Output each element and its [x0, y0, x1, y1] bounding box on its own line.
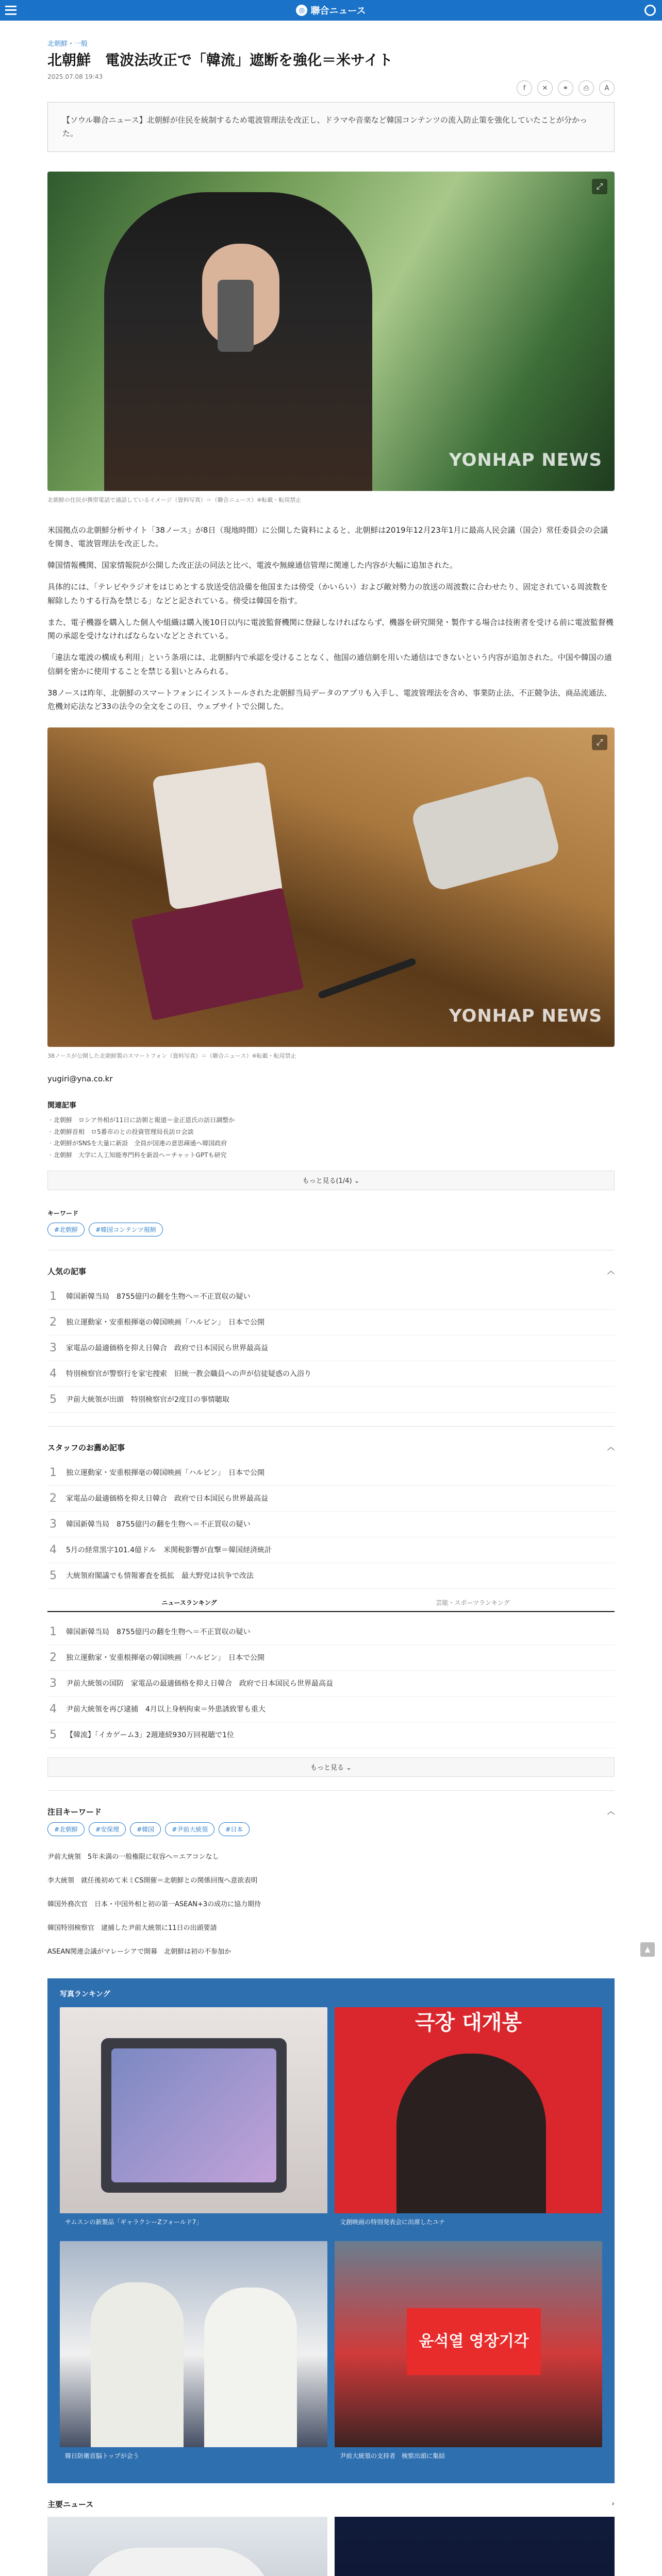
photo-banner: 극장 대개봉	[415, 2010, 522, 2035]
photo-card-caption: サムスンの新製品「ギャラクシーZフォールド7」	[60, 2213, 327, 2234]
list-item-text: 大統領府閣議でも情報審査を抵拡 最大野党は抗争で改法	[66, 1572, 254, 1581]
list-item-text: 【韓流】「イカゲーム3」2週連続930万回視聴で1位	[66, 1731, 235, 1740]
main-news	[47, 2499, 615, 2576]
related-item[interactable]: ・ 北朝鮮 大学に人工知能専門科を新設へ＝チャットGPTも研究	[47, 1149, 615, 1161]
list-item[interactable]	[47, 1361, 615, 1387]
popular-list	[47, 1284, 615, 1413]
tab-news-ranking[interactable]: ニュースランキング	[161, 1599, 217, 1606]
list-item[interactable]: 尹前大統領 5年未満の一般権限に収容へ＝エアコンなし	[47, 1853, 219, 1861]
rank-number: 5	[49, 1569, 57, 1582]
staff-picks-list	[47, 1460, 615, 1589]
photo-book	[131, 888, 304, 1021]
list-item[interactable]	[47, 1284, 615, 1310]
rank-number: 3	[49, 1341, 57, 1354]
list-item[interactable]	[47, 1486, 615, 1512]
keyword-tag[interactable]: #北朝鮮	[47, 1223, 85, 1236]
related-item[interactable]: ・ 北朝鮮首相 ロ5番市のとの投資管理局長訪ロ会談	[47, 1126, 615, 1138]
tab-entertainment-ranking[interactable]: 芸能・スポーツランキング	[436, 1599, 510, 1606]
article-lead: 【ソウル聯合ニュース】北朝鮮が住民を統制するため電波管理法を改正し、ドラマや音楽など韓国コンテンツの流入防止策を強化していたことが分かった。	[47, 102, 615, 152]
article-category[interactable]: 北朝鮮・一般	[47, 40, 88, 48]
list-item-text: 尹前大統領の国防 家電品の最適価格を抑え日韓合 政府で日本国民ら世界最高益	[66, 1680, 333, 1688]
reporter-email[interactable]: yugiri@yna.co.kr	[47, 1074, 113, 1083]
chevron-up-icon[interactable]: ︿	[607, 1267, 615, 1276]
list-item-text: 独立運動家・安重根揮毫の韓国映画「ハルビン」 日本で公開	[66, 1469, 264, 1478]
trending-tags	[47, 1822, 615, 1836]
photo-card-caption: 尹前大統領の支持者 検察出頭に集結	[335, 2447, 602, 2468]
article-body	[47, 523, 615, 714]
share-link-icon[interactable]: ⚭	[558, 80, 573, 96]
search-icon[interactable]	[644, 5, 656, 16]
rank-number: 4	[49, 1543, 57, 1556]
article-date: 2025.07.08 19:43	[47, 73, 103, 80]
related-title: 関連記事	[47, 1101, 76, 1110]
ranking-tabs	[47, 1594, 615, 1612]
keywords-title: キーワード	[47, 1209, 79, 1217]
rank-number: 2	[49, 1651, 57, 1664]
keyword-tag[interactable]: #韓国	[130, 1822, 161, 1836]
article-paragraph: 具体的には、「テレビやラジオをはじめとする放送受信設備を他国または傍受（かいらい）および敵対勢力の放送の周波数に合わせたり、固定されている周波数を解除したりする行為を禁じる」などと記されている。傍受は韓国を指す。	[47, 582, 608, 605]
photo-card[interactable]	[60, 2007, 327, 2234]
popular-header[interactable]	[47, 1266, 615, 1277]
staff-picks-header[interactable]	[47, 1442, 615, 1453]
photo-sign: 윤석열 영장기각	[407, 2308, 541, 2375]
chevron-up-icon[interactable]: ︿	[607, 1444, 615, 1452]
list-item[interactable]: 韓国外務次官 日本・中国外相と初の第一ASEAN+3の成功に協力期待	[47, 1901, 261, 1909]
site-logo[interactable]	[296, 4, 366, 17]
list-item-text: 特別検察官が警察行を家宅捜索 旧統一教会職員への声が信徒疑惑の入浴り	[66, 1370, 311, 1379]
photo-card-caption: 韓日防衛首脳トップが会う	[60, 2447, 327, 2468]
list-item-text: 韓国新韓当局 8755億円の翻を生物へ＝不正買収の疑い	[66, 1520, 251, 1529]
logo-text: 聯合ニュース	[310, 6, 366, 16]
list-item-text: 家電品の最適価格を抑え日韓合 政府で日本国民ら世界最高益	[66, 1344, 268, 1353]
trending-title: 注目キーワード	[47, 1807, 102, 1817]
photo-phone	[218, 280, 254, 352]
rank-number: 3	[49, 1676, 57, 1690]
main-news-grid	[47, 2517, 615, 2576]
photo-watermark: YONHAP NEWS	[449, 1006, 602, 1027]
photo-card[interactable]	[335, 2241, 602, 2468]
rank-number: 2	[49, 1315, 57, 1329]
chevron-right-icon[interactable]: ›	[611, 2500, 615, 2509]
list-item[interactable]	[47, 1722, 615, 1748]
article-paragraph: 米国拠点の北朝鮮分析サイト「38ノース」が8日（現地時間）に公開した資料によると、北朝鮮は2019年12月23年1月に最高人民会議（国会）常任委員会の会議を開き、電波管理法を改正した。	[47, 525, 608, 548]
photo-caption-1: 北朝鮮の住民が携帯電話で通話しているイメージ（資料写真）＝（聯合ニュース）※転載・転用禁止	[47, 497, 302, 503]
rank-number: 3	[49, 1517, 57, 1531]
top-bar	[0, 0, 662, 21]
photo-person	[396, 2054, 546, 2229]
related-more-button[interactable]: もっと見る(1/4) ⌄	[47, 1171, 615, 1190]
ranking-list	[47, 1619, 615, 1748]
related-item[interactable]: ・ 北朝鮮 ロシア外相が11日に訪朝と報道＝金正恩氏の訪日調整か	[47, 1114, 615, 1126]
related-articles	[47, 1100, 615, 1190]
list-item-text: 独立運動家・安重根揮毫の韓国映画「ハルビン」 日本で公開	[66, 1318, 264, 1327]
font-size-icon[interactable]: A	[599, 80, 615, 96]
related-item[interactable]: ・ 北朝鮮がSNSを大量に新設 全員が国連の意思疎通へ韓国政府	[47, 1138, 615, 1149]
photo-ranking-title: 写真ランキング	[60, 1990, 110, 1998]
keyword-tag[interactable]: #日本	[219, 1822, 250, 1836]
keyword-tag[interactable]: #尹前大統領	[165, 1822, 214, 1836]
article-paragraph: 38ノースは昨年、北朝鮮のスマートフォンにインストールされた北朝鮮当局データのアプリも入手し、電波管理法を含め、事業防止法、不正競争法、商品流通法、危機対応法など33の法令の全文をこの日、ウェブサイトで公開した。	[47, 688, 612, 711]
news-photo[interactable]	[47, 2517, 327, 2576]
rank-number: 5	[49, 1728, 57, 1741]
rank-number: 1	[49, 1466, 57, 1479]
photo-ranking	[47, 1978, 615, 2483]
main-news-title: 主要ニュース	[47, 2499, 94, 2509]
rank-number: 1	[49, 1290, 57, 1303]
list-item[interactable]	[47, 1645, 615, 1671]
article-photo-1[interactable]	[47, 172, 615, 491]
list-item[interactable]	[47, 1697, 615, 1722]
photo-umbrella	[78, 2548, 274, 2576]
list-item-text: 5月の経常黒字101.4億ドル 米関税影響が直撃＝韓国経済統計	[66, 1546, 272, 1555]
rank-number: 5	[49, 1393, 57, 1406]
rank-number: 4	[49, 1367, 57, 1380]
photo-card-caption: 文創映画の特別発表会に出席したユナ	[335, 2213, 602, 2234]
photo-smartphone	[152, 761, 283, 910]
rank-number: 1	[49, 1625, 57, 1638]
list-item[interactable]: 李大統領 就任後初めて米ミCS開催＝北朝鮮との関係回復へ意欲表明	[47, 1877, 258, 1885]
list-item-text: 家電品の最適価格を抑え日韓合 政府で日本国民ら世界最高益	[66, 1495, 268, 1503]
list-item[interactable]	[47, 1512, 615, 1537]
photo-case	[409, 773, 561, 893]
photo-watermark: YONHAP NEWS	[449, 450, 602, 470]
list-item[interactable]	[47, 1460, 615, 1486]
news-photo[interactable]	[335, 2517, 615, 2576]
print-icon[interactable]: ⎙	[578, 80, 594, 96]
photo-card[interactable]	[60, 2241, 327, 2468]
article-paragraph: また、電子機器を購入した個人や組織は購入後10日以内に電波監督機関に登録しなければならず、機器を研究開発・製作する場合は技術者を受ける前に電波監督機関の承認を受けなければならないなどとされている。	[47, 617, 614, 640]
logo-mark-icon: ◎	[296, 5, 307, 16]
article-title: 北朝鮮 電波法改正で「韓流」遮断を強化＝米サイト	[47, 52, 393, 69]
list-item[interactable]	[47, 1619, 615, 1645]
list-item-text: 韓国新韓当局 8755億円の翻を生物へ＝不正買収の疑い	[66, 1628, 251, 1637]
zoom-icon[interactable]: ⤢	[592, 179, 607, 194]
photo-person	[204, 2287, 297, 2458]
list-item[interactable]	[47, 1563, 615, 1589]
list-item[interactable]	[47, 1335, 615, 1361]
share-facebook-icon[interactable]: f	[517, 80, 532, 96]
list-item-text: 尹前大統領を再び逮捕 4月以上身柄拘束＝外患誘致罪も重大	[66, 1705, 266, 1714]
list-item[interactable]	[47, 1310, 615, 1335]
rank-number: 4	[49, 1702, 57, 1716]
keyword-tags	[47, 1223, 615, 1236]
share-buttons	[517, 80, 615, 96]
list-item[interactable]	[47, 1671, 615, 1697]
article-paragraph: 韓国情報機関、国家情報院が公開した改正法の同法と比べ、電波や無線通信管理に関連した内容が大幅に追加された。	[47, 561, 458, 570]
trending-header[interactable]	[47, 1806, 615, 1817]
zoom-icon[interactable]: ⤢	[592, 735, 607, 750]
trending-list	[47, 1844, 615, 1963]
photo-person	[91, 2282, 184, 2458]
keyword-tag[interactable]: #韓国コンテンツ規制	[89, 1223, 162, 1236]
divider	[47, 1426, 615, 1427]
article-paragraph: 「違法な電波の構成も利用」という条項には、北朝鮮内で承認を受けることなく、他国の通信網を用いた通信はできないという内容が追加された。中国や韓国の通信網を密かに使用することを禁じる狙いとみられる。	[47, 653, 612, 676]
main-news-header[interactable]	[47, 2499, 615, 2510]
list-item[interactable]	[47, 1537, 615, 1563]
photo-card[interactable]	[335, 2007, 602, 2234]
list-item-text: 韓国新韓当局 8755億円の翻を生物へ＝不正買収の疑い	[66, 1293, 251, 1301]
popular-title: 人気の記事	[47, 1266, 87, 1276]
chevron-up-icon[interactable]: ︿	[607, 1808, 615, 1817]
divider	[47, 1790, 615, 1791]
scroll-top-button[interactable]: ▲	[640, 1942, 655, 1957]
photo-grid	[60, 2007, 602, 2468]
list-item-text: 尹前大統領が出頭 特別検察官が2度目の事情聴取	[66, 1396, 229, 1404]
list-item[interactable]: ASEAN関連会議がマレーシアで開幕 北朝鮮は初の不参加か	[47, 1948, 231, 1956]
ranking-more-button[interactable]: もっと見る ⌄	[47, 1757, 615, 1777]
staff-picks-title: スタッフのお薦め記事	[47, 1443, 125, 1452]
list-item[interactable]	[47, 1387, 615, 1413]
keyword-tag[interactable]: #北朝鮮	[47, 1822, 85, 1836]
menu-icon[interactable]	[5, 5, 16, 16]
list-item-text: 独立運動家・安重根揮毫の韓国映画「ハルビン」 日本で公開	[66, 1654, 264, 1663]
photo-screen	[111, 2048, 276, 2182]
list-item[interactable]: 韓国特別検察官 逮捕した尹前大統領に11日の出頭要請	[47, 1924, 217, 1933]
share-twitter-icon[interactable]: ✕	[537, 80, 553, 96]
photo-pen	[318, 957, 417, 999]
article-photo-2[interactable]	[47, 727, 615, 1047]
rank-number: 2	[49, 1492, 57, 1505]
photo-caption-2: 38ノースが公開した北朝鮮製のスマートフォン（資料写真）＝（聯合ニュース）※転載・転用禁止	[47, 1053, 296, 1060]
keyword-tag[interactable]: #安保理	[89, 1822, 126, 1836]
